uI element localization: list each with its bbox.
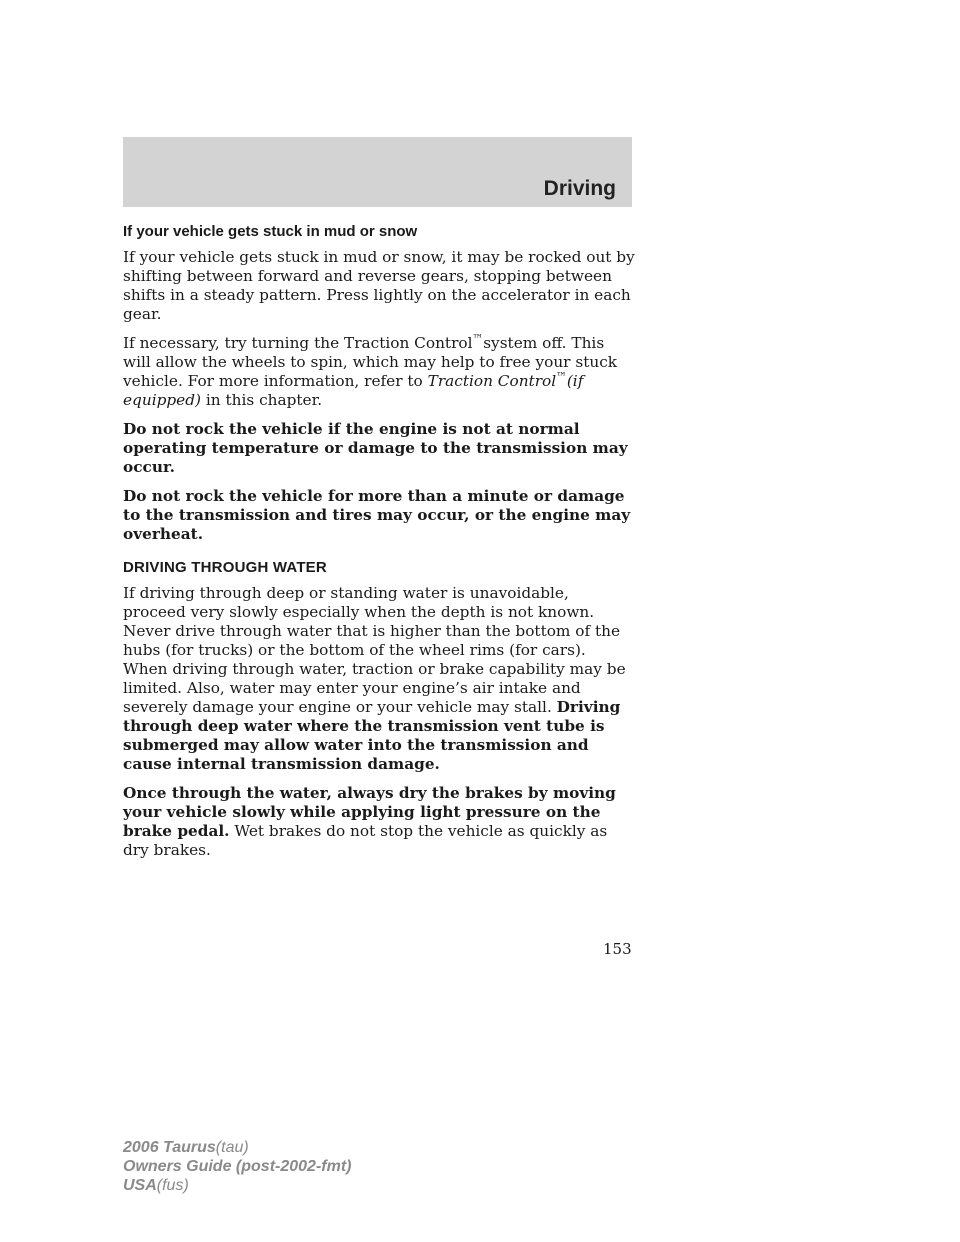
- stuck-paragraph-2: [123, 331, 635, 410]
- stuck-paragraph-1: If your vehicle gets stuck in mud or snow, it may be rocked out by shifting between forward and reverse gears, stopping between shifts in a steady pattern. Press lightly on the accelerator in each gear.: [123, 248, 635, 323]
- traction-text-b: system off. This will allow the wheels to spin, which may help to free your stuck vehicle. For more information, refer to: [123, 334, 618, 390]
- brakes-warning: Once through the water, always dry the brakes by moving your vehicle slowly while applying light pressure on the brake pedal.: [123, 784, 616, 840]
- footer-market-code: (fus): [156, 1177, 189, 1194]
- footer-model-code: (tau): [215, 1139, 249, 1156]
- footer-line-3: [123, 1176, 351, 1195]
- section-header-band: [123, 137, 632, 207]
- brakes-text: Wet brakes do not stop the vehicle as quickly as dry brakes.: [123, 822, 608, 859]
- footer-market: USA: [123, 1177, 157, 1194]
- water-paragraph-2: [123, 784, 635, 860]
- water-warning: Driving through deep water where the transmission vent tube is submerged may allow water into the transmission and cause internal transmission damage.: [123, 698, 621, 773]
- water-paragraph-1: [123, 584, 635, 774]
- footer-line-1: [123, 1138, 351, 1157]
- rock-warning-2: Do not rock the vehicle for more than a minute or damage to the transmission and tires may occur, or the engine may overheat.: [123, 487, 631, 543]
- traction-ref: Traction Control: [427, 372, 557, 390]
- footer-line-2: Owners Guide (post-2002-fmt): [123, 1158, 352, 1175]
- traction-text-c: in this chapter.: [201, 391, 323, 409]
- traction-ref-equipped: (if equipped): [123, 372, 584, 409]
- page-content: [123, 222, 635, 870]
- page-number: 153: [603, 940, 632, 958]
- section-title: Driving: [543, 177, 616, 200]
- traction-text-a: If necessary, try turning the Traction Control: [123, 334, 473, 352]
- trademark-mark: ™: [472, 331, 484, 345]
- water-text: If driving through deep or standing water is unavoidable, proceed very slowly especially when the depth is not known. Never drive through water that is higher than the bottom of the hubs (for trucks) or the bottom of the wheel rims (for cars). When driving through water, traction or brake capability may be limited. Also, water may enter your engine’s air intake and severely damage your engine or your vehicle may stall.: [123, 584, 626, 716]
- water-heading: DRIVING THROUGH WATER: [123, 559, 327, 576]
- footer: [123, 1138, 351, 1195]
- trademark-mark-2: ™: [556, 369, 567, 383]
- stuck-heading: If your vehicle gets stuck in mud or snow: [123, 223, 418, 240]
- rock-warning-1: Do not rock the vehicle if the engine is not at normal operating temperature or damage to the transmission may occur.: [123, 420, 628, 476]
- footer-model: 2006 Taurus: [123, 1139, 216, 1156]
